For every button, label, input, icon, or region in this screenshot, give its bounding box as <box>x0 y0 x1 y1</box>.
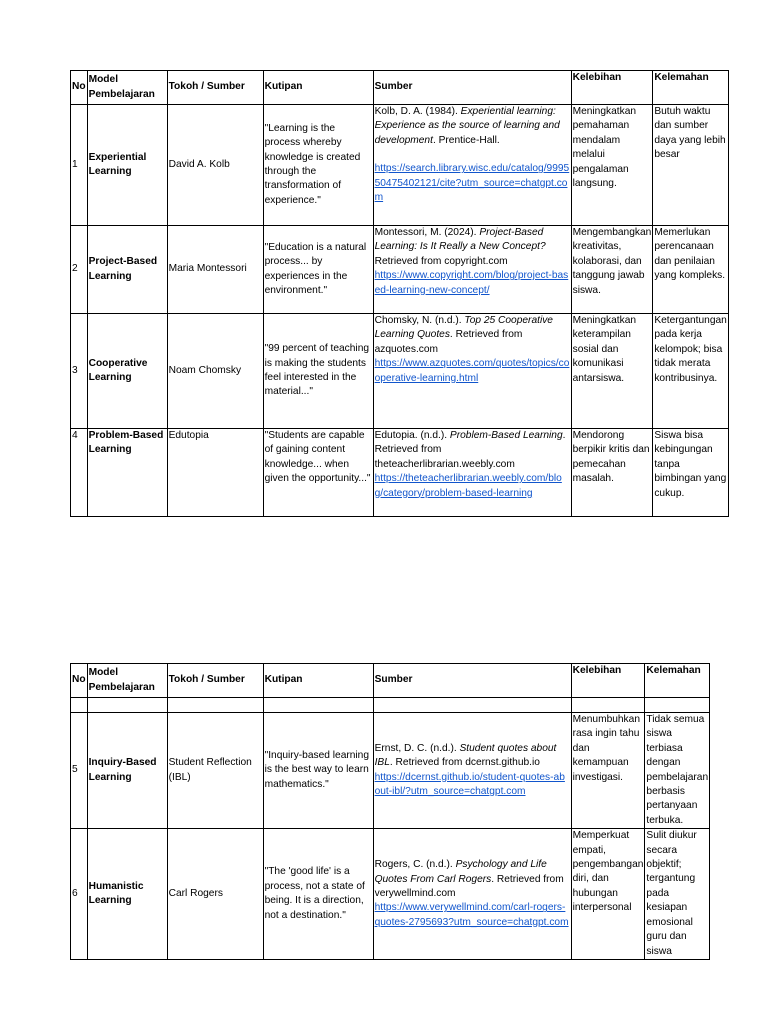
row-number: 1 <box>71 105 88 226</box>
row-number: 6 <box>71 829 88 960</box>
table-header-row <box>71 71 729 105</box>
table-row <box>71 314 729 429</box>
source-citation <box>373 105 571 226</box>
source-citation <box>373 713 571 829</box>
quote-text: "Learning is the process whereby knowledge is created through the transformation of experience." <box>263 105 373 226</box>
header-kelemahan: Kelemahan <box>645 664 710 698</box>
table-row <box>71 226 729 314</box>
disadvantages-text: Ketergantungan pada kerja kelompok; bisa tidak merata kontribusinya. <box>653 314 729 429</box>
disadvantages-text: Memerlukan perencanaan dan penilaian yang kompleks. <box>653 226 729 314</box>
header-kutipan: Kutipan <box>263 664 373 698</box>
figure-name: Student Reflection (IBL) <box>167 713 263 829</box>
model-name: Inquiry-Based Learning <box>87 713 167 829</box>
table-header-row <box>71 664 710 698</box>
advantages-text: Meningkatkan keterampilan sosial dan komunikasi antarsiswa. <box>571 314 653 429</box>
row-number: 5 <box>71 713 88 829</box>
source-citation <box>373 226 571 314</box>
citation-title: Experiential learning: Experience as the source of learning and development <box>374 106 560 146</box>
source-citation <box>373 314 571 429</box>
comparison-table-2 <box>70 663 710 960</box>
header-sumber: Sumber <box>373 664 571 698</box>
table-row <box>71 429 729 517</box>
citation-title: Psychology and Life Quotes From Carl Rogers <box>374 859 547 885</box>
table-row <box>71 713 710 829</box>
model-name: Experiential Learning <box>87 105 167 226</box>
citation-author: Montessori, M. (2024). <box>374 227 480 238</box>
figure-name: Noam Chomsky <box>167 314 263 429</box>
citation-publisher: . Retrieved from azquotes.com <box>374 329 523 355</box>
table-row <box>71 105 729 226</box>
disadvantages-text: Siswa bisa kebingungan tanpa bimbingan yang cukup. <box>653 429 729 517</box>
advantages-text: Meningkatkan pemahaman mendalam melalui pengalaman langsung. <box>571 105 653 226</box>
header-tokoh: Tokoh / Sumber <box>167 71 263 105</box>
citation-title: Project-Based Learning: Is It Really a New Concept? <box>374 227 546 253</box>
source-link[interactable]: https://www.verywellmind.com/carl-rogers-quotes-2795693?utm_source=chatgpt.com <box>374 902 569 928</box>
source-link[interactable]: https://www.copyright.com/blog/project-based-learning-new-concept/ <box>374 270 569 296</box>
quote-text: "99 percent of teaching is making the students feel interested in the material..." <box>263 314 373 429</box>
source-link[interactable]: https://www.azquotes.com/quotes/topics/cooperative-learning.html <box>374 358 570 384</box>
header-no: No <box>71 664 88 698</box>
quote-text: "The 'good life' is a process, not a state of being. It is a direction, not a destination." <box>263 829 373 960</box>
disadvantages-text: Butuh waktu dan sumber daya yang lebih besar <box>653 105 729 226</box>
header-kelebihan: Kelebihan <box>571 664 645 698</box>
citation-publisher: . Prentice-Hall. <box>432 134 500 146</box>
citation-title: Problem-Based Learning <box>449 430 563 441</box>
model-name: Humanistic Learning <box>87 829 167 960</box>
header-model: Model Pembelajaran <box>87 664 167 698</box>
figure-name: Maria Montessori <box>167 226 263 314</box>
figure-name: David A. Kolb <box>167 105 263 226</box>
comparison-table-1 <box>70 70 729 517</box>
header-kutipan: Kutipan <box>263 71 373 105</box>
disadvantages-text: Tidak semua siswa terbiasa dengan pembelajaran berbasis pertanyaan terbuka. <box>645 713 710 829</box>
model-name: Cooperative Learning <box>87 314 167 429</box>
citation-author: Chomsky, N. (n.d.). <box>374 315 465 326</box>
citation-publisher: Retrieved from copyright.com <box>374 255 508 267</box>
source-citation <box>373 429 571 517</box>
source-link[interactable]: https://theteacherlibrarian.weebly.com/blog/category/problem-based-learning <box>374 473 562 499</box>
model-name: Project-Based Learning <box>87 226 167 314</box>
citation-publisher: . Retrieved from theteacherlibrarian.weebly.com <box>374 430 566 470</box>
figure-name: Carl Rogers <box>167 829 263 960</box>
citation-author: Rogers, C. (n.d.). <box>374 859 456 871</box>
empty-row <box>71 698 710 713</box>
header-model: Model Pembelajaran <box>87 71 167 105</box>
quote-text: "Education is a natural process... by experiences in the environment." <box>263 226 373 314</box>
citation-publisher: . Retrieved from dcernst.github.io <box>389 757 540 769</box>
citation-author: Edutopia. (n.d.). <box>374 430 450 441</box>
quote-text: "Inquiry-based learning is the best way to learn mathematics." <box>263 713 373 829</box>
citation-publisher: . Retrieved from verywellmind.com <box>374 873 564 900</box>
quote-text: "Students are capable of gaining content knowledge... when given the opportunity..." <box>263 429 373 517</box>
disadvantages-text: Sulit diukur secara objektif; tergantung pada kesiapan emosional guru dan siswa <box>645 829 710 960</box>
header-tokoh: Tokoh / Sumber <box>167 664 263 698</box>
advantages-text: Mengembangkan kreativitas, kolaborasi, dan tanggung jawab siswa. <box>571 226 653 314</box>
figure-name: Edutopia <box>167 429 263 517</box>
header-kelemahan: Kelemahan <box>653 71 729 105</box>
table-row <box>71 829 710 960</box>
row-number: 3 <box>71 314 88 429</box>
advantages-text: Mendorong berpikir kritis dan pemecahan masalah. <box>571 429 653 517</box>
advantages-text: Menumbuhkan rasa ingin tahu dan kemampuan investigasi. <box>571 713 645 829</box>
source-citation <box>373 829 571 960</box>
citation-author: Kolb, D. A. (1984). <box>374 106 461 117</box>
row-number: 2 <box>71 226 88 314</box>
header-kelebihan: Kelebihan <box>571 71 653 105</box>
advantages-text: Memperkuat empati, pengembangan diri, dan hubungan interpersonal <box>571 829 645 960</box>
row-number: 4 <box>71 429 88 517</box>
header-sumber: Sumber <box>373 71 571 105</box>
source-link[interactable]: https://search.library.wisc.edu/catalog/999550475402121/cite?utm_source=chatgpt.com <box>374 163 570 204</box>
header-no: No <box>71 71 88 105</box>
source-link[interactable]: https://dcernst.github.io/student-quotes-about-ibl/?utm_source=chatgpt.com <box>374 771 565 798</box>
citation-title: Top 25 Cooperative Learning Quotes <box>374 315 553 341</box>
citation-author: Ernst, D. C. (n.d.). <box>374 742 460 754</box>
citation-title: Student quotes about IBL <box>374 742 557 769</box>
model-name: Problem-Based Learning <box>87 429 167 517</box>
